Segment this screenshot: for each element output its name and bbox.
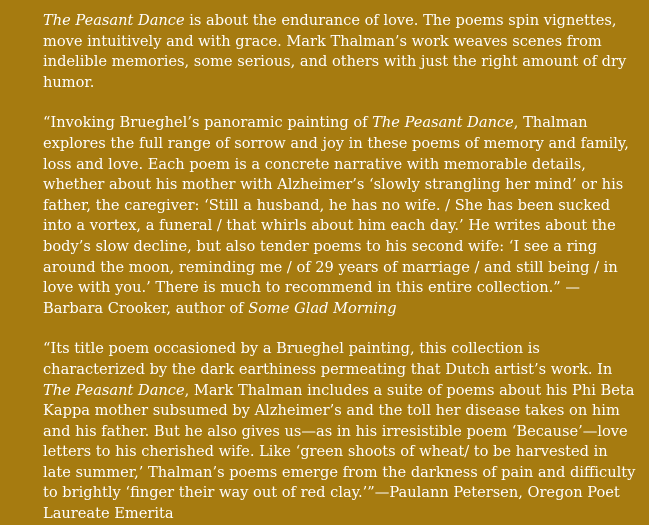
book-title: The Peasant Dance — [43, 12, 185, 29]
crooker-quote — [43, 113, 639, 319]
quote-text: , Mark Thalman includes a suite of poems about his Phi Beta Kappa mother subsumed by Alzheimer’s and the toll her disease takes on him and his father. But he also gives us—as in his irresistible poem ‘Because’—love letters to his cherished wife. Like ‘green shoots of wheat/ to be harvested in late summer,’ Thalman’s poems emerge from the darkness of pain and difficulty to brightly ‘finger their way out of red clay.’”—Paulann Petersen, Oregon Poet Laureate Emerita — [43, 381, 636, 523]
quote-text: , Thalman explores the full range of sorrow and joy in these poems of memory and family, loss and love. Each poem is a concrete narrative with memorable details, whether about his mother with Alzheimer’s ‘slowly strangling her mind’ or his father, the caregiver: ‘Still a husband, he has no wife. / She has been sucked into a vortex, a funeral / that whirls about him each day.’ He writes about the body’s slow decline, but also tender poems to his second wife: ‘I see a ring around the moon, reminding me / of 29 years of marriage / and still being / in love with you.’ There is much to recommend in this entire collection.” — Barbara Crooker, author of — [43, 114, 629, 317]
quote-text: “Its title poem occasioned by a Brueghel painting, this collection is characterized by the dark earthiness permeating that Dutch artist’s work. In — [43, 340, 613, 378]
book-title: The Peasant Dance — [372, 114, 514, 132]
book-title: The Peasant Dance — [43, 381, 185, 399]
description-text: is about the endurance of love. The poems spin vignettes, move intuitively and with grace. Mark Thalman’s work weaves scenes from indelible memories, some serious, and others with just the right amount of dry humor. — [43, 12, 627, 91]
description-paragraph — [43, 11, 639, 93]
book-title: Some Glad Morning — [248, 299, 397, 317]
quote-text: “Invoking Brueghel’s panoramic painting of — [43, 114, 373, 132]
petersen-quote — [43, 339, 639, 524]
